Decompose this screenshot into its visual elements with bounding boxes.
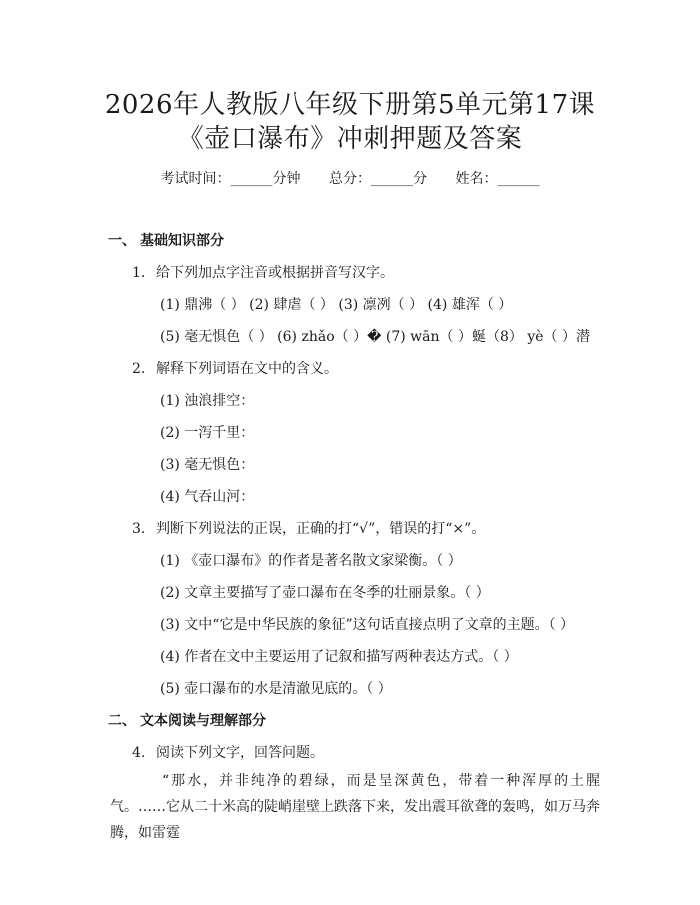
reading-passage	[110, 768, 600, 846]
section-number: 一、	[108, 233, 136, 249]
exam-score: 总分：______分	[329, 171, 427, 187]
question-4	[132, 742, 324, 762]
question-3-item: (1) 《壶口瀑布》的作者是著名散文家梁衡。（ ）	[160, 553, 462, 569]
section-title: 基础知识部分	[140, 233, 224, 249]
section-2-heading	[108, 710, 266, 730]
question-text: 给下列加点字注音或根据拼音写汉字。	[156, 265, 394, 281]
question-2-item: (4) 气吞山河：	[160, 489, 255, 505]
question-3-item: (2) 文章主要描写了壶口瀑布在冬季的壮丽景象。（ ）	[160, 585, 490, 601]
question-number: 4.	[132, 745, 146, 761]
question-2-item: (3) 毫无惧色：	[160, 457, 255, 473]
section-title: 文本阅读与理解部分	[140, 713, 266, 729]
question-1-row-1: (1) 鼎沸（ ） (2) 肆虐（ ） (3) 凛冽（ ） (4) 雄浑（ ）	[160, 297, 513, 313]
question-3	[132, 518, 485, 538]
exam-time: 考试时间：______分钟	[160, 171, 301, 187]
passage-text: “那水，并非纯净的碧绿，而是呈深黄色，带着一种浑厚的土腥气。……它从二十米高的陡峭崖壁上跌落下来，发出震耳欲聋的轰鸣，如万马奔腾，如雷霆	[110, 773, 600, 841]
exam-info	[0, 168, 700, 188]
section-1-heading	[108, 230, 224, 250]
question-number: 1.	[132, 265, 146, 281]
question-3-item: (5) 壶口瀑布的水是清澈见底的。（ ）	[160, 681, 392, 697]
question-1-row-2: (5) 毫无惧色（ ） (6) zhǎo（ ）� (7) wān（ ）蜒（8） yè（ ）潜	[160, 329, 590, 345]
question-2	[132, 358, 338, 378]
question-3-item: (4) 作者在文中主要运用了记叙和描写两种表达方式。（ ）	[160, 649, 518, 665]
question-text: 阅读下列文字，回答问题。	[156, 745, 324, 761]
document-title-line2: 《壶口瀑布》冲刺押题及答案	[177, 124, 523, 154]
document-title-line1: 2026年人教版八年级下册第5单元第17课	[104, 90, 596, 120]
question-2-item: (1) 浊浪排空：	[160, 393, 255, 409]
question-number: 2.	[132, 361, 146, 377]
question-2-item: (2) 一泻千里：	[160, 425, 255, 441]
question-number: 3.	[132, 521, 146, 537]
student-name: 姓名：______	[455, 171, 540, 187]
question-text: 解释下列词语在文中的含义。	[156, 361, 338, 377]
section-number: 二、	[108, 713, 136, 729]
question-text: 判断下列说法的正误，正确的打“√”，错误的打“×”。	[156, 521, 486, 537]
question-3-item: (3) 文中“它是中华民族的象征”这句话直接点明了文章的主题。（ ）	[160, 617, 575, 633]
question-1	[132, 262, 394, 282]
